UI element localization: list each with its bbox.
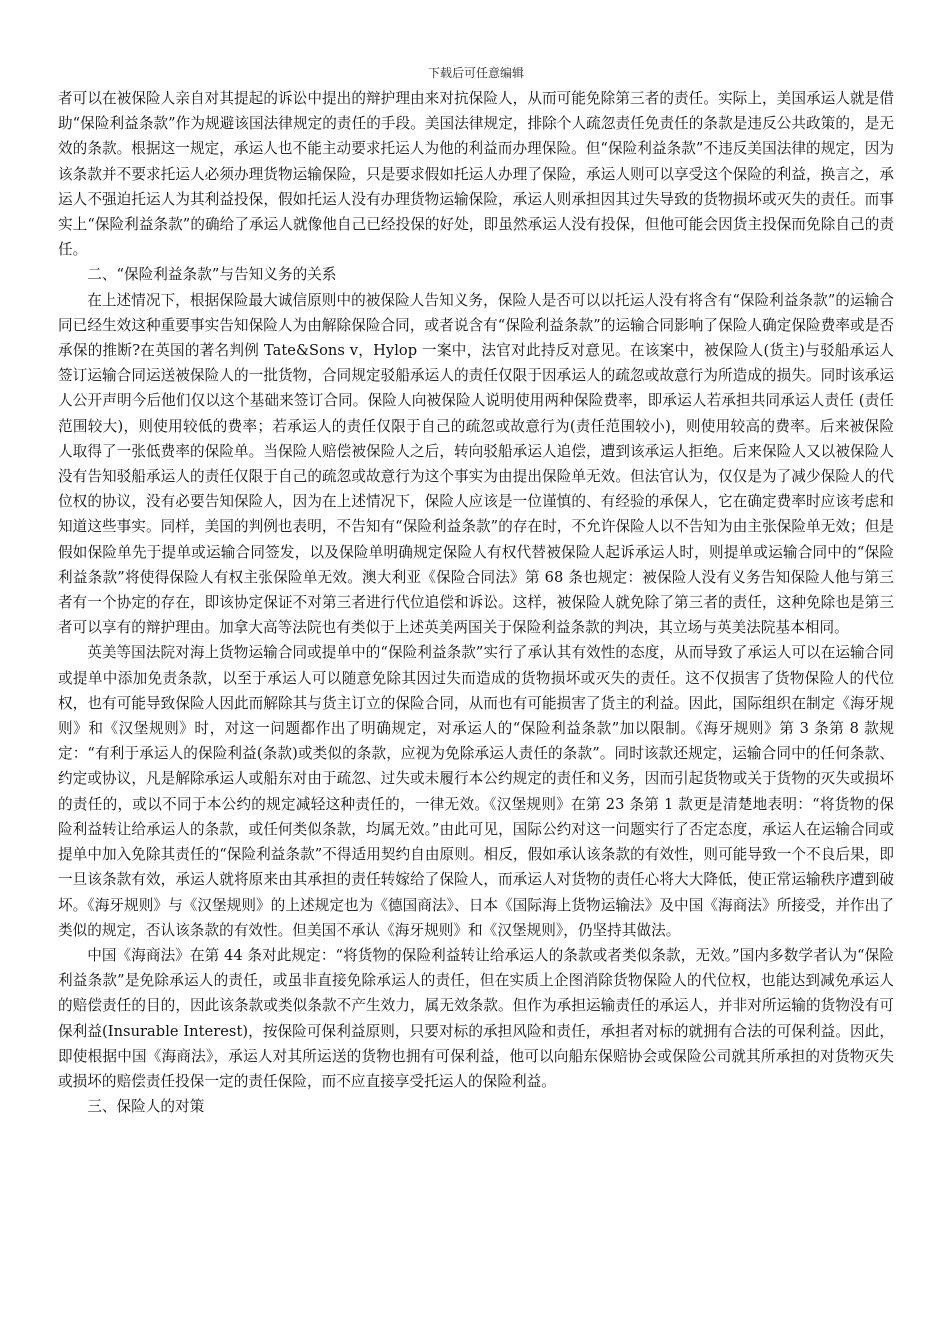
section-heading-3: 三、保险人的对策 <box>87 1098 205 1116</box>
paragraph-international-rules: 英美等国法院对海上货物运输合同或提单中的“保险利益条款”实行了承认其有效性的态度，从而导致了承运人可以在运输合同或提单中添加免责条款，以至于承运人可以随意免除其因过失而造成的货物损坏或灭失的责任。这不仅损害了货物保险人的代位权，也有可能导致保险人因此而解除其与货主订立的保险合同，从而也有可能损害了货主的利益。因此，国际组织在制定《海牙规则》和《汉堡规则》时，对这一问题都作出了明确规定，对承运人的“保险利益条款”加以限制。《海牙规则》第 3 条第 8 款规定：“有利于承运人的保险利益(条款)或类似的条款，应视为免除承运人责任的条款”。同时该款还规定，运输合同中的任何条款、约定或协议，凡是解除承运人或船东对由于疏忽、过失或未履行本公约规定的责任和义务，因而引起货物或关于货物的灭失或损坏的责任的，或以不同于本公约的规定减轻这种责任的，一律无效。《汉堡规则》在第 23 条第 1 款更是清楚地表明：“将货物的保险利益转让给承运人的条款，或任何类似条款，均属无效。”由此可见，国际公约对这一问题实行了否定态度，承运人在运输合同或提单中加入免除其责任的“保险利益条款”不得适用契约自由原则。相反，假如承认该条款的有效性，则可能导致一个不良后果，即一旦该条款有效，承运人就将原来由其承担的责任转嫁给了保险人，而承运人对货物的责任心将大大降低，使正常运输秩序遭到破坏。《海牙规则》与《汉堡规则》的上述规定也为《德国商法》、日本《国际海上货物运输法》及中国《海商法》所接受，并作出了类似的规定，否认该条款的有效性。但美国不承认《海牙规则》和《汉堡规则》，仍坚持其做法。 <box>58 644 894 939</box>
paragraph-china-maritime-code: 中国《海商法》在第 44 条对此规定：“将货物的保险利益转让给承运人的条款或者类似条款，无效。”国内多数学者认为“保险利益条款”是免除承运人的责任，或虽非直接免除承运人的责任，但在实质上企图消除货物保险人的代位权，也能达到减免承运人的赔偿责任的目的，因此该条款或类似条款不产生效力，属无效条款。但作为承担运输责任的承运人，并非对所运输的货物没有可保利益(Insurable Interest)，按保险可保利益原则，只要对标的承担风险和责任，承担者对标的就拥有合法的可保利益。因此，即使根据中国《海商法》，承运人对其所运送的货物也拥有可保利益，他可以向船东保赔协会或保险公司就其所承担的对货物灭失或损坏的赔偿责任投保一定的责任保险，而不应直接享受托运人的保险利益。 <box>58 946 894 1090</box>
section-heading-2: 二、“保险利益条款”与告知义务的关系 <box>87 266 337 284</box>
paragraph-disclosure-duty: 在上述情况下，根据保险最大诚信原则中的被保险人告知义务，保险人是否可以以托运人没有将含有“保险利益条款”的运输合同已经生效这种重要事实告知保险人为由解除保险合同，或者说含有“保险利益条款”的运输合同影响了保险人确定保险费率或是否承保的推断?在英国的著名判例 Tate&Sons v，Hylop 一案中，法官对此持反对意见。在该案中，被保险人(货主)与驳船承运人签订运输合同运送被保险人的一批货物，合同规定驳船承运人的责任仅限于因承运人的疏忽或故意行为所造成的损失。同时该承运人公开声明今后他们仅以这个基础来签订合同。保险人向被保险人说明使用两种保险费率，即承运人若承担共同承运人责任 (责任范围较大)，则使用较低的费率；若承运人的责任仅限于自己的疏忽或故意行为(责任范围较小)，则使用较高的费率。后来被保险人取得了一张低费率的保险单。当保险人赔偿被保险人之后，转向驳船承运人追偿，遭到该承运人拒绝。后来保险人又以被保险人没有告知驳船承运人的责任仅限于自己的疏忽或故意行为这个事实为由提出保险单无效。但法官认为，仅仅是为了减少保险人的代位权的协议，没有必要告知保险人，因为在上述情况下，保险人应该是一位谨慎的、有经验的承保人，它在确定费率时应该考虑和知道这些事实。同样，美国的判例也表明，不告知有“保险利益条款”的存在时，不允许保险人以不告知为由主张保险单无效；但是假如保险单先于提单或运输合同签发，以及保险单明确规定保险人有权代替被保险人起诉承运人时，则提单或运输合同中的“保险利益条款”将使得保险人有权主张保险单无效。澳大利亚《保险合同法》第 68 条也规定：被保险人没有义务告知保险人他与第三者有一个协定的存在，即该协定保证不对第三者进行代位追偿和诉讼。这样，被保险人就免除了第三者的责任，这种免除也是第三者可以享有的辩护理由。加拿大高等法院也有类似于上述英美两国关于保险利益条款的判决，其立场与英美法院基本相同。 <box>58 291 894 637</box>
paragraph-continuation: 者可以在被保险人亲自对其提起的诉讼中提出的辩护理由来对抗保险人，从而可能免除第三者的责任。实际上，美国承运人就是借助“保险利益条款”作为规避该国法律规定的责任的手段。美国法律规定，排除个人疏忽责任免责任的条款是违反公共政策的，是无效的条款。根据这一规定，承运人也不能主动要求托运人为他的利益而办理保险。但“保险利益条款”不违反美国法律的规定，因为该条款并不要求托运人必须办理货物运输保险，只是要求假如托运人办理了保险，承运人则可以享受这个保险的利益，换言之，承运人不强迫托运人为其利益投保，假如托运人没有办理货物运输保险，承运人则承担因其过失导致的货物损坏或灭失的责任。而事实上“保险利益条款”的确给了承运人就像他自己已经投保的好处，即虽然承运人没有投保，但他可能会因货主投保而免除自己的责任。 <box>58 90 894 259</box>
page-header-note: 下载后可任意编辑 <box>427 66 524 80</box>
document-page <box>58 64 894 1119</box>
